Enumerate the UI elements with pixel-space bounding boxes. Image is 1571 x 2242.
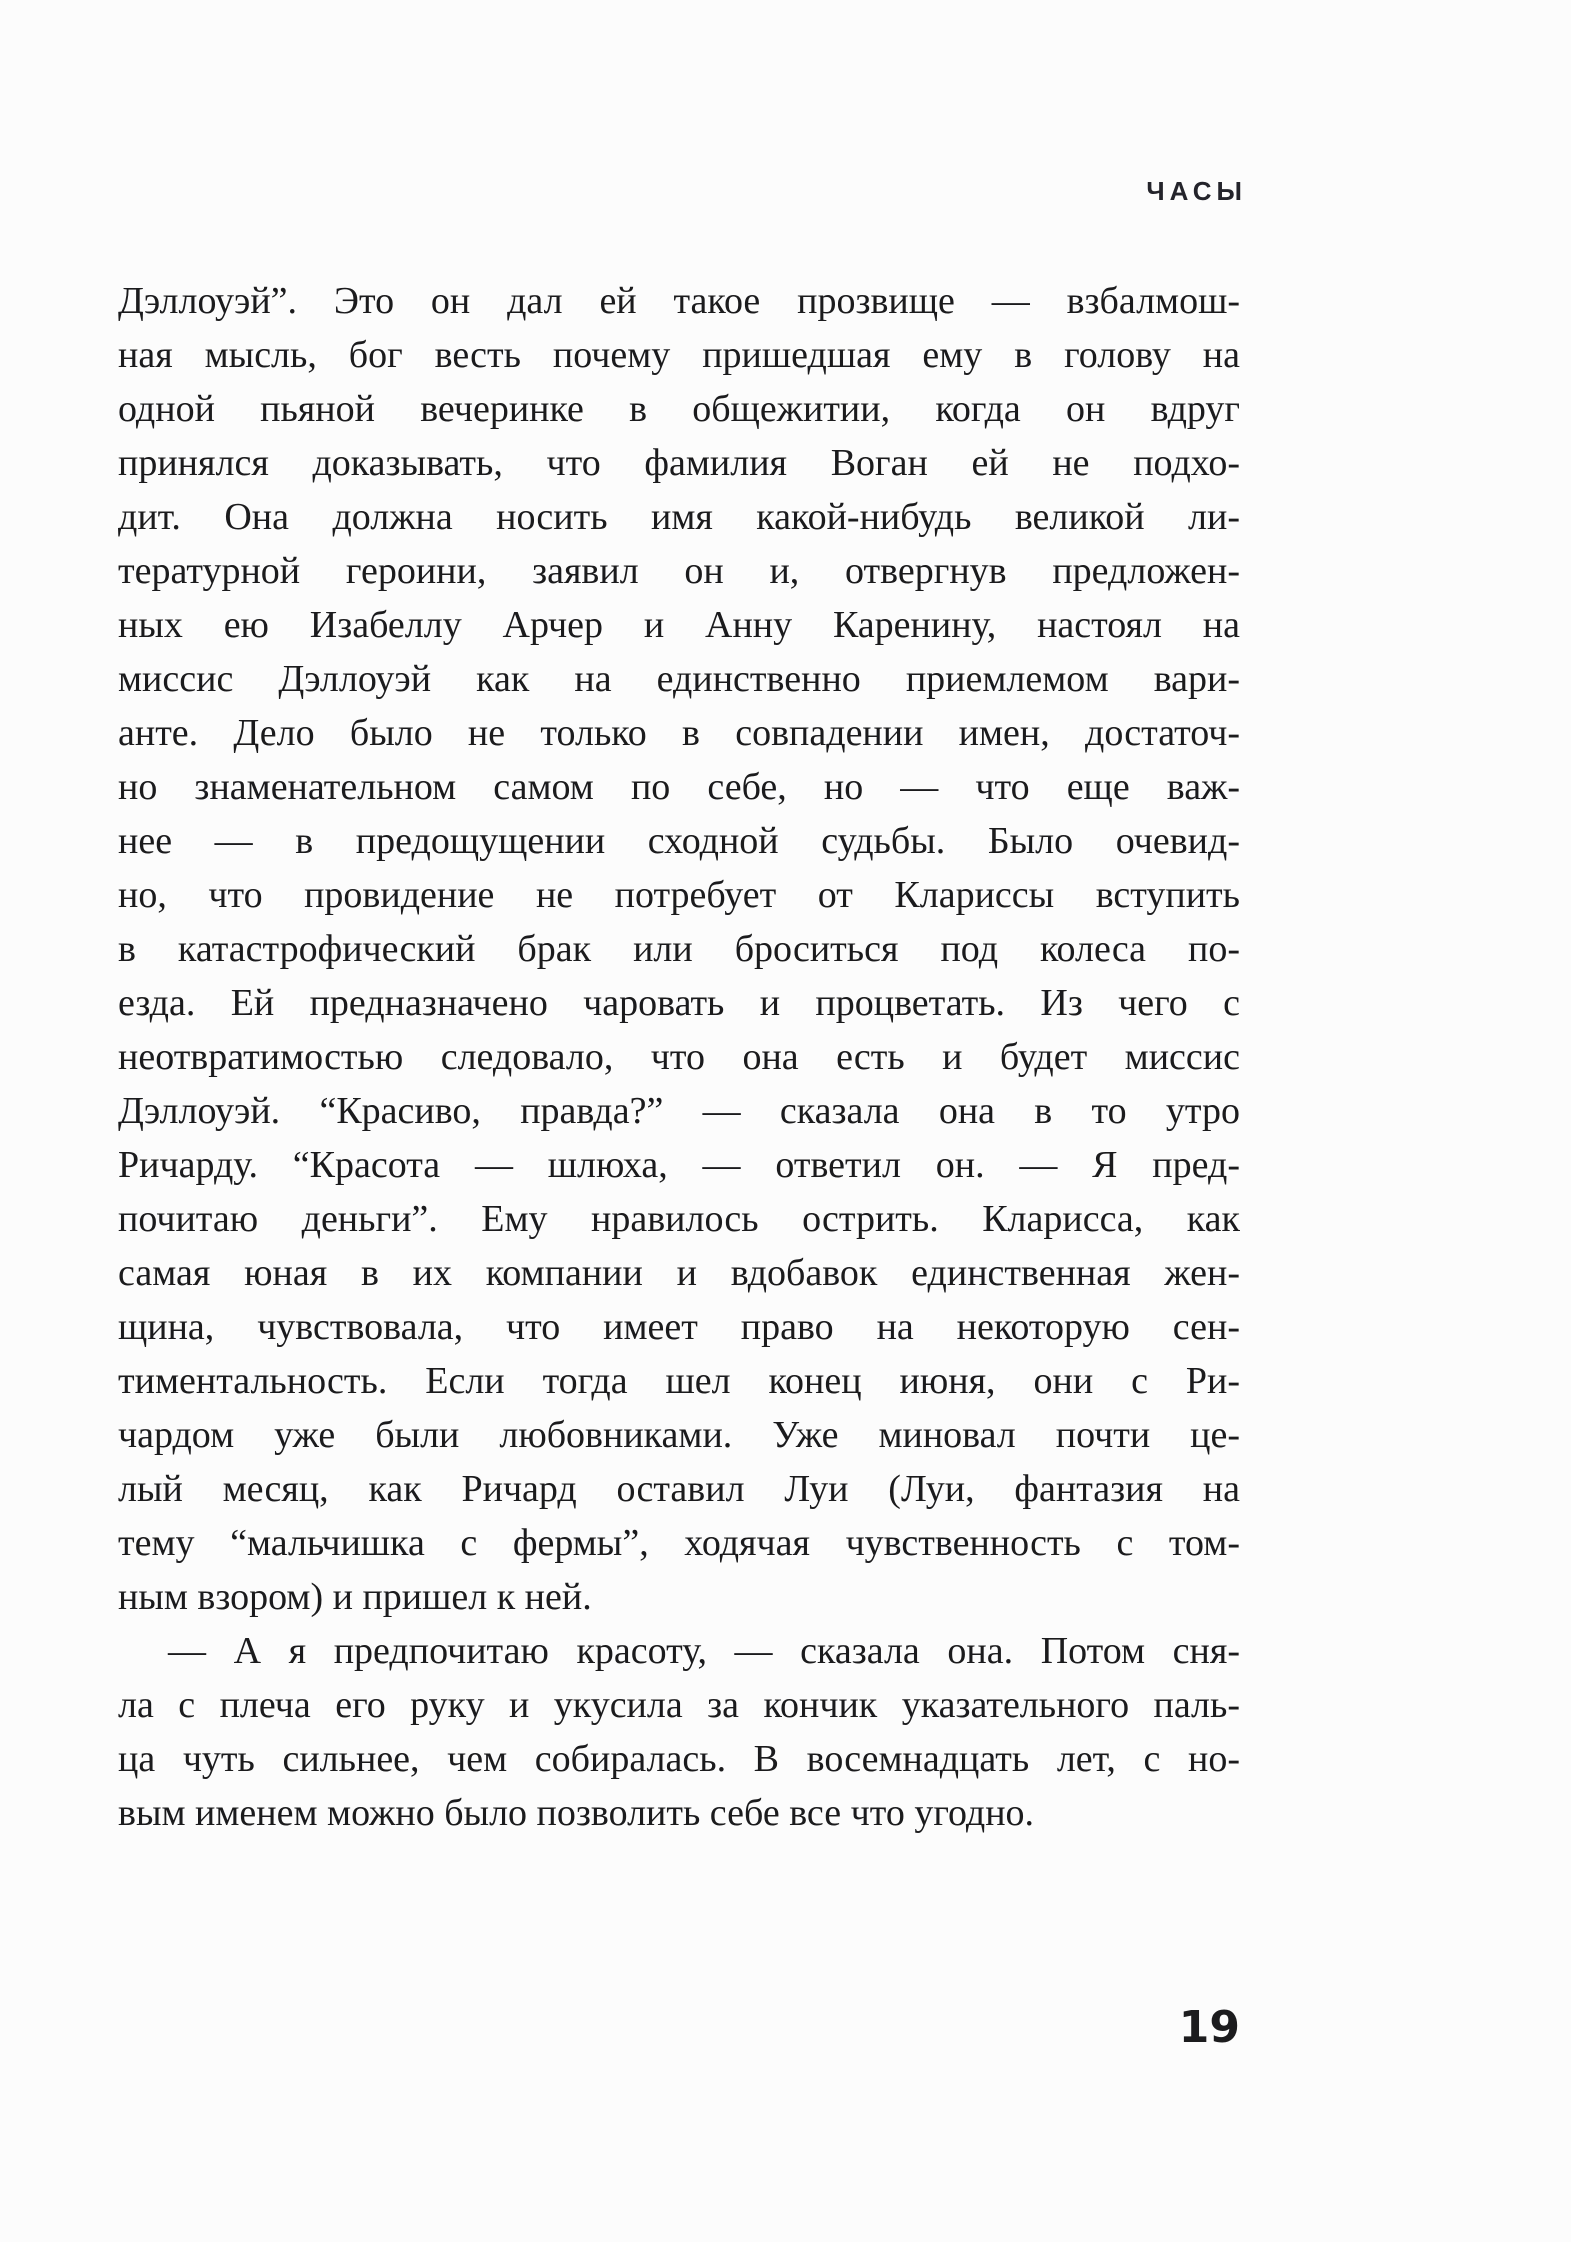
text-line: езда. Ей предназначено чаровать и процветать. Из чего с (118, 982, 1240, 1024)
text-line: вым именем можно было позволить себе все что угодно. (118, 1792, 1035, 1834)
text-line: в катастрофический брак или броситься под колеса по- (118, 928, 1240, 970)
text-line: принялся доказывать, что фамилия Воган ей не подхо- (118, 442, 1240, 484)
text-line: самая юная в их компании и вдобавок единственная жен- (118, 1252, 1240, 1294)
text-line: тему “мальчишка с фермы”, ходячая чувственность с том- (118, 1522, 1240, 1564)
text-line: почитаю деньги”. Ему нравилось острить. Кларисса, как (118, 1198, 1240, 1240)
text-line: Дэллоуэй. “Красиво, правда?” — сказала она в то утро (118, 1090, 1240, 1132)
text-line: анте. Дело было не только в совпадении имен, достаточ- (118, 712, 1240, 754)
text-line: тературной героини, заявил он и, отвергнув предложен- (118, 550, 1240, 592)
text-line: одной пьяной вечеринке в общежитии, когда он вдруг (118, 388, 1240, 430)
text-line: дит. Она должна носить имя какой-нибудь великой ли- (118, 496, 1240, 538)
body-text (118, 274, 1240, 1840)
text-line: ла с плеча его руку и укусила за кончик указательного паль- (118, 1684, 1240, 1726)
text-line: тиментальность. Если тогда шел конец июня, они с Ри- (118, 1360, 1240, 1402)
running-title: ЧАСЫ (1146, 176, 1247, 206)
text-line: щина, чувствовала, что имеет право на некоторую сен- (118, 1306, 1240, 1348)
text-line: неотвратимостью следовало, что она есть и будет миссис (118, 1036, 1240, 1078)
text-line: Дэллоуэй”. Это он дал ей такое прозвище — взбалмош- (118, 280, 1240, 322)
text-line: лый месяц, как Ричард оставил Луи (Луи, фантазия на (118, 1468, 1240, 1510)
text-line: но, что провидение не потребует от Клариссы вступить (118, 874, 1240, 916)
text-line: ца чуть сильнее, чем собиралась. В восемнадцать лет, с но- (118, 1738, 1240, 1780)
text-line: — А я предпочитаю красоту, — сказала она. Потом сня- (168, 1630, 1240, 1672)
text-line: ных ею Изабеллу Арчер и Анну Каренину, настоял на (118, 604, 1240, 646)
text-line: миссис Дэллоуэй как на единственно приемлемом вари- (118, 658, 1240, 700)
text-line: ная мысль, бог весть почему пришедшая ему в голову на (118, 334, 1240, 376)
text-line: чардом уже были любовниками. Уже миновал почти це- (118, 1414, 1240, 1456)
text-line: но знаменательном самом по себе, но — что еще важ- (118, 766, 1240, 808)
text-line: нее — в предощущении сходной судьбы. Было очевид- (118, 820, 1240, 862)
page-number: 19 (1178, 2002, 1240, 2053)
text-line: ным взором) и пришел к ней. (118, 1576, 592, 1618)
text-line: Ричарду. “Красота — шлюха, — ответил он. — Я пред- (118, 1144, 1240, 1186)
